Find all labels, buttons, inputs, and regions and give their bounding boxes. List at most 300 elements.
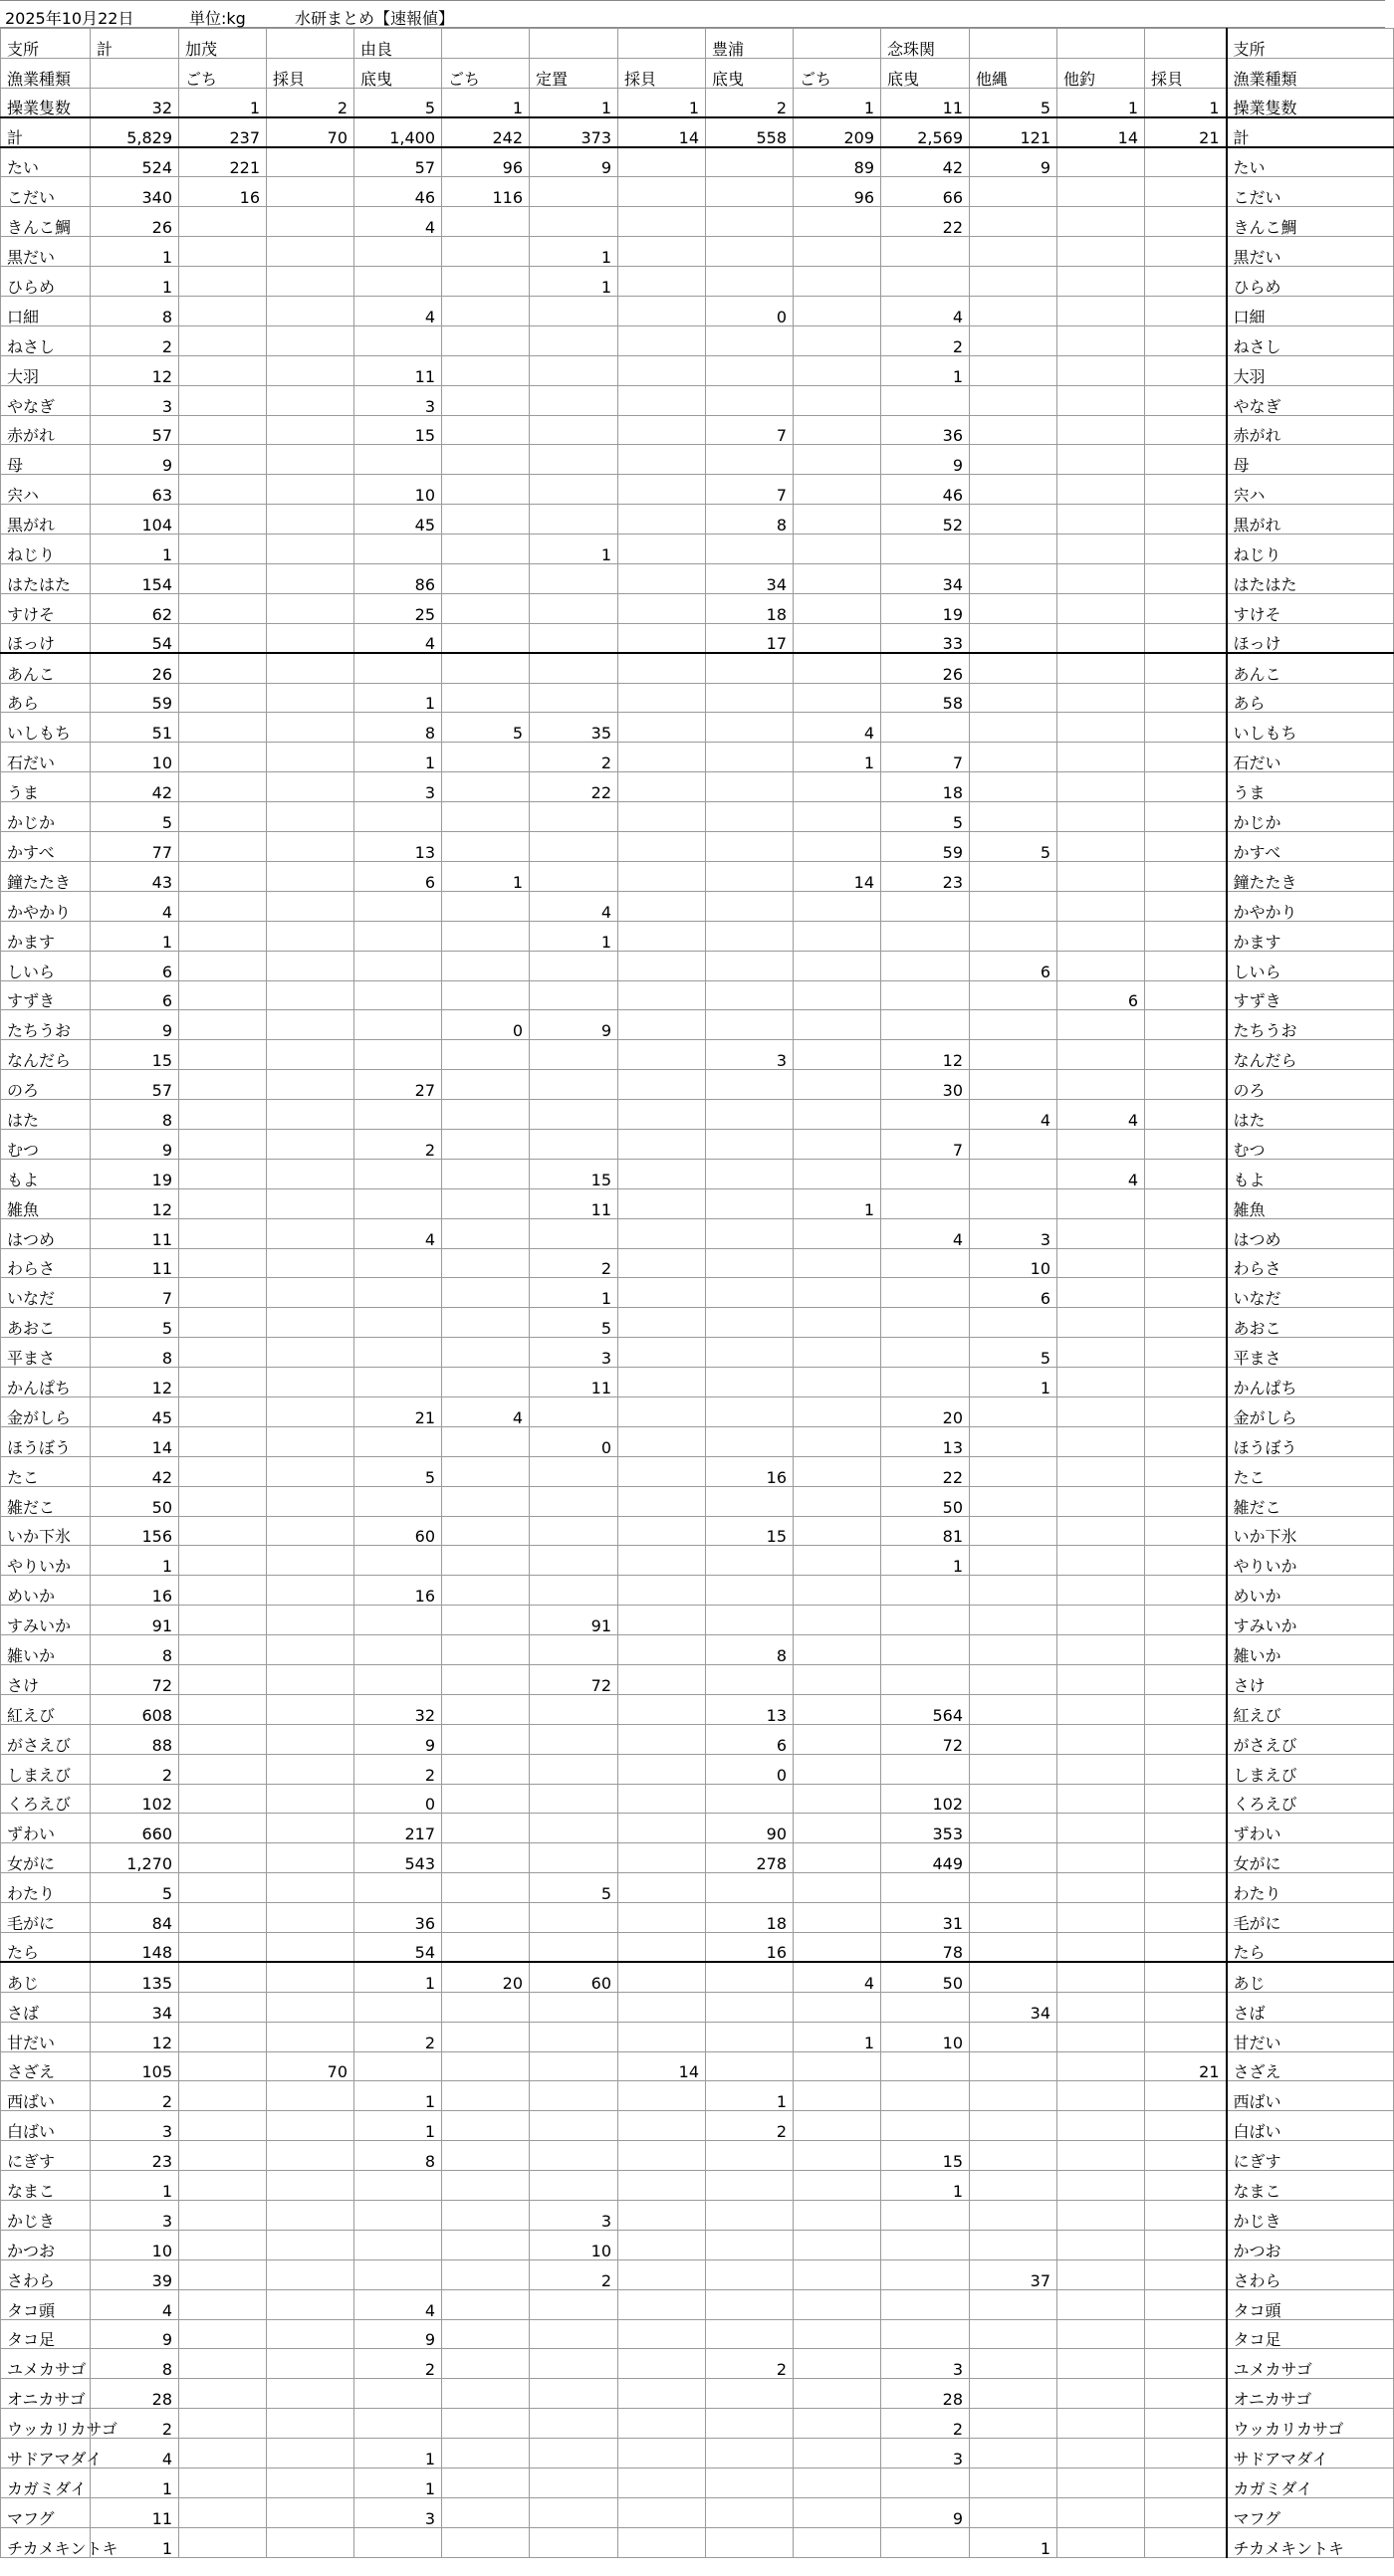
value-cell[interactable] — [267, 1576, 354, 1606]
value-cell[interactable]: 12 — [91, 355, 179, 385]
value-cell[interactable] — [1057, 1903, 1145, 1933]
row-label-cell[interactable]: かやかり — [1, 891, 91, 921]
value-cell[interactable]: 4 — [1057, 1159, 1145, 1188]
value-cell[interactable] — [794, 1456, 881, 1486]
row-label-right-cell[interactable]: ほっけ — [1227, 623, 1394, 653]
value-cell[interactable] — [794, 1873, 881, 1903]
value-cell[interactable] — [1145, 1396, 1227, 1426]
value-cell[interactable] — [618, 2319, 706, 2349]
value-cell[interactable]: 11 — [530, 1368, 618, 1397]
value-cell[interactable]: 3 — [354, 385, 442, 415]
value-cell[interactable] — [970, 1546, 1057, 1576]
value-cell[interactable] — [794, 653, 881, 683]
value-cell[interactable]: ごち — [179, 58, 267, 88]
value-cell[interactable] — [881, 2319, 970, 2349]
row-label-right-cell[interactable]: 雑だこ — [1227, 1486, 1394, 1516]
value-cell[interactable] — [618, 2527, 706, 2557]
value-cell[interactable] — [618, 832, 706, 862]
value-cell[interactable] — [1145, 1724, 1227, 1754]
value-cell[interactable] — [179, 1070, 267, 1100]
value-cell[interactable] — [706, 207, 794, 237]
row-label-cell[interactable]: あら — [1, 683, 91, 713]
value-cell[interactable] — [442, 29, 530, 59]
value-cell[interactable] — [970, 1724, 1057, 1754]
value-cell[interactable]: 91 — [530, 1606, 618, 1635]
value-cell[interactable]: 62 — [91, 593, 179, 623]
row-label-right-cell[interactable]: たい — [1227, 147, 1394, 177]
value-cell[interactable]: 1 — [794, 2022, 881, 2051]
row-label-right-cell[interactable]: 女がに — [1227, 1843, 1394, 1873]
value-cell[interactable]: 91 — [91, 1606, 179, 1635]
value-cell[interactable] — [354, 1100, 442, 1130]
value-cell[interactable] — [179, 1843, 267, 1873]
value-cell[interactable]: 50 — [881, 1486, 970, 1516]
row-label-right-cell[interactable]: きんこ鯛 — [1227, 207, 1394, 237]
value-cell[interactable] — [970, 1635, 1057, 1665]
value-cell[interactable]: 念珠関 — [881, 29, 970, 59]
value-cell[interactable] — [618, 147, 706, 177]
value-cell[interactable] — [970, 1308, 1057, 1338]
value-cell[interactable]: 2 — [91, 1754, 179, 1784]
row-label-cell[interactable]: 雑だこ — [1, 1486, 91, 1516]
value-cell[interactable] — [442, 415, 530, 445]
value-cell[interactable] — [794, 1664, 881, 1694]
value-cell[interactable] — [794, 1814, 881, 1843]
value-cell[interactable] — [442, 951, 530, 980]
value-cell[interactable] — [1145, 683, 1227, 713]
value-cell[interactable] — [618, 2349, 706, 2379]
value-cell[interactable] — [442, 1516, 530, 1546]
value-cell[interactable] — [1057, 1754, 1145, 1784]
value-cell[interactable]: 16 — [706, 1933, 794, 1963]
row-label-right-cell[interactable]: ひらめ — [1227, 267, 1394, 297]
value-cell[interactable] — [970, 1664, 1057, 1694]
value-cell[interactable]: 42 — [881, 147, 970, 177]
value-cell[interactable]: 1 — [706, 2081, 794, 2111]
value-cell[interactable] — [706, 772, 794, 802]
value-cell[interactable]: 52 — [881, 505, 970, 535]
value-cell[interactable] — [618, 1606, 706, 1635]
value-cell[interactable] — [179, 415, 267, 445]
row-label-right-cell[interactable]: なんだら — [1227, 1040, 1394, 1070]
value-cell[interactable] — [442, 1338, 530, 1368]
value-cell[interactable] — [530, 2527, 618, 2557]
value-cell[interactable] — [970, 1188, 1057, 1218]
value-cell[interactable]: 加茂 — [179, 29, 267, 59]
value-cell[interactable]: 5 — [442, 713, 530, 743]
value-cell[interactable]: 8 — [91, 297, 179, 326]
value-cell[interactable]: 5 — [881, 802, 970, 832]
value-cell[interactable] — [794, 1278, 881, 1308]
value-cell[interactable] — [179, 1426, 267, 1456]
row-label-right-cell[interactable]: あじ — [1227, 1962, 1394, 1992]
value-cell[interactable] — [267, 355, 354, 385]
value-cell[interactable] — [1057, 683, 1145, 713]
value-cell[interactable] — [267, 564, 354, 594]
value-cell[interactable] — [618, 2409, 706, 2439]
value-cell[interactable]: 14 — [91, 1426, 179, 1456]
value-cell[interactable] — [354, 1635, 442, 1665]
value-cell[interactable]: 8 — [354, 713, 442, 743]
value-cell[interactable] — [706, 1070, 794, 1100]
row-label-right-cell[interactable]: さわら — [1227, 2259, 1394, 2289]
value-cell[interactable] — [267, 1516, 354, 1546]
value-cell[interactable] — [1145, 385, 1227, 415]
value-cell[interactable] — [179, 1010, 267, 1040]
value-cell[interactable] — [1145, 1933, 1227, 1963]
value-cell[interactable] — [881, 2201, 970, 2231]
row-label-right-cell[interactable]: 紅えび — [1227, 1694, 1394, 1724]
value-cell[interactable] — [1057, 1694, 1145, 1724]
value-cell[interactable] — [1145, 2289, 1227, 2319]
value-cell[interactable] — [970, 385, 1057, 415]
value-cell[interactable] — [706, 267, 794, 297]
row-label-cell[interactable]: サドアマダイ — [1, 2439, 91, 2469]
value-cell[interactable]: 104 — [91, 505, 179, 535]
row-label-cell[interactable]: わたり — [1, 1873, 91, 1903]
value-cell[interactable]: 11 — [91, 1248, 179, 1278]
row-label-cell[interactable]: 操業隻数 — [1, 88, 91, 117]
value-cell[interactable] — [442, 2111, 530, 2141]
row-label-cell[interactable]: 黒がれ — [1, 505, 91, 535]
value-cell[interactable] — [1057, 2171, 1145, 2201]
value-cell[interactable]: 10 — [91, 743, 179, 772]
value-cell[interactable] — [442, 1784, 530, 1814]
value-cell[interactable]: 3 — [530, 1338, 618, 1368]
value-cell[interactable] — [530, 2111, 618, 2141]
value-cell[interactable]: 88 — [91, 1724, 179, 1754]
value-cell[interactable] — [179, 297, 267, 326]
value-cell[interactable] — [794, 445, 881, 475]
value-cell[interactable] — [794, 237, 881, 267]
value-cell[interactable] — [970, 2141, 1057, 2171]
row-label-cell[interactable]: オニカサゴ — [1, 2379, 91, 2409]
row-label-cell[interactable]: 支所 — [1, 29, 91, 59]
value-cell[interactable]: 1 — [530, 88, 618, 117]
value-cell[interactable] — [1145, 1576, 1227, 1606]
value-cell[interactable] — [354, 1040, 442, 1070]
value-cell[interactable] — [179, 1308, 267, 1338]
value-cell[interactable]: 43 — [91, 861, 179, 891]
value-cell[interactable] — [618, 1188, 706, 1218]
value-cell[interactable] — [267, 653, 354, 683]
value-cell[interactable] — [179, 1368, 267, 1397]
value-cell[interactable]: 2 — [354, 2349, 442, 2379]
value-cell[interactable] — [618, 535, 706, 564]
value-cell[interactable] — [179, 2469, 267, 2498]
value-cell[interactable]: 2 — [530, 1248, 618, 1278]
value-cell[interactable] — [442, 1694, 530, 1724]
value-cell[interactable] — [267, 1188, 354, 1218]
value-cell[interactable] — [706, 2319, 794, 2349]
row-label-right-cell[interactable]: さけ — [1227, 1664, 1394, 1694]
value-cell[interactable] — [970, 207, 1057, 237]
value-cell[interactable]: 18 — [881, 772, 970, 802]
value-cell[interactable] — [442, 2497, 530, 2527]
row-label-cell[interactable]: 計 — [1, 117, 91, 147]
row-label-right-cell[interactable]: はたはた — [1227, 564, 1394, 594]
value-cell[interactable] — [267, 207, 354, 237]
value-cell[interactable] — [267, 832, 354, 862]
row-label-cell[interactable]: はつめ — [1, 1218, 91, 1248]
value-cell[interactable] — [179, 2409, 267, 2439]
value-cell[interactable] — [618, 1396, 706, 1426]
value-cell[interactable] — [970, 297, 1057, 326]
value-cell[interactable] — [794, 564, 881, 594]
value-cell[interactable] — [442, 683, 530, 713]
value-cell[interactable]: 4 — [794, 713, 881, 743]
value-cell[interactable] — [794, 2409, 881, 2439]
value-cell[interactable] — [618, 1754, 706, 1784]
value-cell[interactable] — [1057, 1070, 1145, 1100]
value-cell[interactable]: 0 — [706, 1754, 794, 1784]
value-cell[interactable] — [881, 713, 970, 743]
value-cell[interactable]: 2 — [706, 2111, 794, 2141]
value-cell[interactable]: 11 — [881, 88, 970, 117]
value-cell[interactable] — [618, 1576, 706, 1606]
value-cell[interactable] — [794, 980, 881, 1010]
row-label-cell[interactable]: しいら — [1, 951, 91, 980]
value-cell[interactable] — [618, 1635, 706, 1665]
value-cell[interactable] — [794, 1338, 881, 1368]
value-cell[interactable]: 1 — [91, 921, 179, 951]
value-cell[interactable] — [267, 1010, 354, 1040]
value-cell[interactable] — [1145, 147, 1227, 177]
value-cell[interactable] — [530, 653, 618, 683]
value-cell[interactable]: 0 — [442, 1010, 530, 1040]
value-cell[interactable] — [1057, 2111, 1145, 2141]
value-cell[interactable] — [1145, 2081, 1227, 2111]
row-label-cell[interactable]: チカメキントキ — [1, 2527, 91, 2557]
value-cell[interactable] — [970, 802, 1057, 832]
value-cell[interactable] — [1145, 2349, 1227, 2379]
value-cell[interactable] — [970, 355, 1057, 385]
row-label-cell[interactable]: はたはた — [1, 564, 91, 594]
value-cell[interactable] — [442, 2379, 530, 2409]
value-cell[interactable] — [530, 1754, 618, 1784]
value-cell[interactable] — [1057, 1368, 1145, 1397]
value-cell[interactable] — [1057, 743, 1145, 772]
value-cell[interactable] — [618, 921, 706, 951]
value-cell[interactable] — [794, 1248, 881, 1278]
value-cell[interactable] — [1057, 1933, 1145, 1963]
value-cell[interactable]: 10 — [530, 2230, 618, 2259]
value-cell[interactable]: 採貝 — [618, 58, 706, 88]
value-cell[interactable] — [706, 535, 794, 564]
value-cell[interactable] — [1057, 1784, 1145, 1814]
value-cell[interactable]: 4 — [91, 2439, 179, 2469]
value-cell[interactable] — [442, 2527, 530, 2557]
row-label-cell[interactable]: うま — [1, 772, 91, 802]
value-cell[interactable] — [706, 861, 794, 891]
row-label-cell[interactable]: ほっけ — [1, 623, 91, 653]
value-cell[interactable] — [970, 1962, 1057, 1992]
value-cell[interactable]: 353 — [881, 1814, 970, 1843]
value-cell[interactable] — [442, 1070, 530, 1100]
row-label-cell[interactable]: いか下氷 — [1, 1516, 91, 1546]
value-cell[interactable] — [881, 1368, 970, 1397]
value-cell[interactable] — [706, 1426, 794, 1456]
value-cell[interactable] — [442, 1724, 530, 1754]
value-cell[interactable] — [179, 2171, 267, 2201]
value-cell[interactable] — [179, 1606, 267, 1635]
value-cell[interactable]: 1 — [91, 1546, 179, 1576]
value-cell[interactable] — [706, 2439, 794, 2469]
value-cell[interactable] — [1057, 593, 1145, 623]
row-label-cell[interactable]: タコ足 — [1, 2319, 91, 2349]
value-cell[interactable]: 84 — [91, 1903, 179, 1933]
value-cell[interactable] — [530, 1784, 618, 1814]
value-cell[interactable] — [794, 267, 881, 297]
value-cell[interactable] — [267, 891, 354, 921]
value-cell[interactable] — [442, 891, 530, 921]
value-cell[interactable]: 13 — [706, 1694, 794, 1724]
value-cell[interactable] — [530, 2022, 618, 2051]
value-cell[interactable] — [442, 2171, 530, 2201]
value-cell[interactable]: 524 — [91, 147, 179, 177]
value-cell[interactable] — [179, 1456, 267, 1486]
value-cell[interactable] — [1057, 2141, 1145, 2171]
value-cell[interactable] — [970, 1486, 1057, 1516]
value-cell[interactable] — [1145, 891, 1227, 921]
value-cell[interactable]: 2 — [91, 325, 179, 355]
value-cell[interactable] — [1145, 475, 1227, 505]
value-cell[interactable] — [1057, 772, 1145, 802]
value-cell[interactable] — [618, 1368, 706, 1397]
value-cell[interactable] — [794, 2379, 881, 2409]
value-cell[interactable] — [179, 1516, 267, 1546]
value-cell[interactable]: 1 — [530, 1278, 618, 1308]
value-cell[interactable] — [970, 2497, 1057, 2527]
value-cell[interactable] — [794, 772, 881, 802]
value-cell[interactable] — [706, 147, 794, 177]
value-cell[interactable] — [794, 2439, 881, 2469]
value-cell[interactable] — [442, 2409, 530, 2439]
value-cell[interactable] — [1145, 832, 1227, 862]
value-cell[interactable]: 543 — [354, 1843, 442, 1873]
value-cell[interactable] — [970, 1396, 1057, 1426]
value-cell[interactable]: 16 — [91, 1576, 179, 1606]
value-cell[interactable] — [970, 1040, 1057, 1070]
value-cell[interactable] — [354, 1606, 442, 1635]
value-cell[interactable] — [881, 1188, 970, 1218]
value-cell[interactable] — [1145, 207, 1227, 237]
value-cell[interactable] — [179, 445, 267, 475]
row-label-right-cell[interactable]: タコ頭 — [1227, 2289, 1394, 2319]
value-cell[interactable] — [794, 1635, 881, 1665]
value-cell[interactable] — [267, 1308, 354, 1338]
value-cell[interactable]: 2,569 — [881, 117, 970, 147]
value-cell[interactable] — [267, 743, 354, 772]
value-cell[interactable] — [267, 177, 354, 207]
value-cell[interactable] — [970, 2111, 1057, 2141]
value-cell[interactable] — [179, 2349, 267, 2379]
value-cell[interactable]: ごち — [442, 58, 530, 88]
value-cell[interactable] — [442, 1606, 530, 1635]
value-cell[interactable] — [618, 267, 706, 297]
value-cell[interactable]: 89 — [794, 147, 881, 177]
value-cell[interactable] — [179, 1664, 267, 1694]
value-cell[interactable]: 42 — [91, 1456, 179, 1486]
row-label-cell[interactable]: 母 — [1, 445, 91, 475]
value-cell[interactable] — [618, 1040, 706, 1070]
value-cell[interactable] — [354, 2527, 442, 2557]
value-cell[interactable] — [706, 1606, 794, 1635]
value-cell[interactable]: 8 — [706, 505, 794, 535]
value-cell[interactable] — [354, 653, 442, 683]
value-cell[interactable] — [1057, 1962, 1145, 1992]
value-cell[interactable] — [267, 2527, 354, 2557]
value-cell[interactable] — [442, 1486, 530, 1516]
row-label-right-cell[interactable]: 石だい — [1227, 743, 1394, 772]
value-cell[interactable] — [530, 1694, 618, 1724]
value-cell[interactable] — [1057, 2051, 1145, 2081]
value-cell[interactable]: 22 — [881, 1456, 970, 1486]
value-cell[interactable] — [881, 1010, 970, 1040]
value-cell[interactable] — [1145, 1754, 1227, 1784]
row-label-right-cell[interactable]: あおこ — [1227, 1308, 1394, 1338]
value-cell[interactable] — [530, 415, 618, 445]
value-cell[interactable]: ごち — [794, 58, 881, 88]
value-cell[interactable]: 11 — [354, 355, 442, 385]
value-cell[interactable] — [530, 1814, 618, 1843]
value-cell[interactable] — [442, 772, 530, 802]
value-cell[interactable] — [267, 1486, 354, 1516]
value-cell[interactable] — [442, 1129, 530, 1159]
row-label-cell[interactable]: カガミダイ — [1, 2469, 91, 2498]
value-cell[interactable]: 1 — [530, 267, 618, 297]
value-cell[interactable] — [1145, 2230, 1227, 2259]
value-cell[interactable] — [179, 1188, 267, 1218]
row-label-right-cell[interactable]: かすべ — [1227, 832, 1394, 862]
value-cell[interactable]: 定置 — [530, 58, 618, 88]
value-cell[interactable] — [618, 2201, 706, 2231]
value-cell[interactable] — [618, 1814, 706, 1843]
value-cell[interactable]: 608 — [91, 1694, 179, 1724]
value-cell[interactable]: 26 — [91, 653, 179, 683]
value-cell[interactable] — [267, 980, 354, 1010]
value-cell[interactable] — [706, 1010, 794, 1040]
value-cell[interactable] — [970, 861, 1057, 891]
value-cell[interactable] — [881, 2289, 970, 2319]
value-cell[interactable] — [618, 1516, 706, 1546]
value-cell[interactable] — [530, 505, 618, 535]
value-cell[interactable] — [267, 1100, 354, 1130]
value-cell[interactable] — [267, 1546, 354, 1576]
value-cell[interactable] — [1057, 1010, 1145, 1040]
value-cell[interactable]: 1 — [530, 921, 618, 951]
value-cell[interactable] — [881, 921, 970, 951]
row-label-cell[interactable]: 雑魚 — [1, 1188, 91, 1218]
value-cell[interactable] — [530, 1218, 618, 1248]
row-label-right-cell[interactable]: 雑いか — [1227, 1635, 1394, 1665]
value-cell[interactable] — [267, 683, 354, 713]
value-cell[interactable]: 1 — [1057, 88, 1145, 117]
value-cell[interactable] — [1145, 177, 1227, 207]
row-label-cell[interactable]: たい — [1, 147, 91, 177]
value-cell[interactable]: 23 — [881, 861, 970, 891]
value-cell[interactable] — [1145, 2111, 1227, 2141]
value-cell[interactable]: 1 — [354, 2439, 442, 2469]
row-label-cell[interactable]: 金がしら — [1, 1396, 91, 1426]
value-cell[interactable] — [970, 1873, 1057, 1903]
value-cell[interactable] — [794, 1159, 881, 1188]
value-cell[interactable] — [794, 1040, 881, 1070]
value-cell[interactable] — [794, 207, 881, 237]
value-cell[interactable] — [1057, 2469, 1145, 2498]
value-cell[interactable] — [179, 713, 267, 743]
value-cell[interactable] — [706, 2527, 794, 2557]
